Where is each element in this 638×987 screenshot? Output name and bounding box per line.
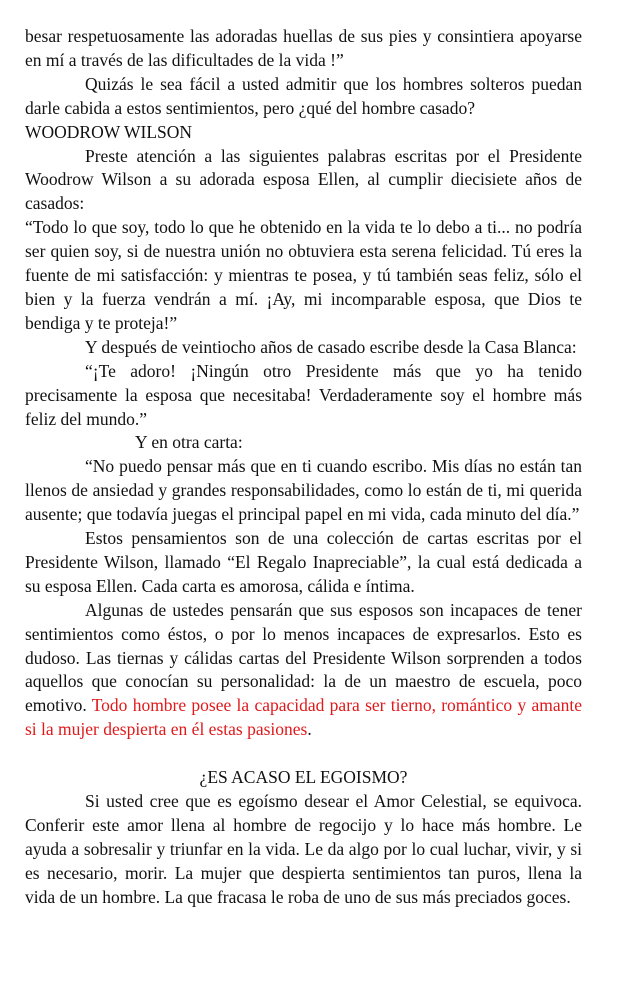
paragraph-sentiments-text: Algunas de ustedes pensarán que sus esposos son incapaces de tener sentimientos como éstos, o por lo menos incapaces de expresarlos. Esto es dudoso. Las tiernas y cálidas cartas del Presidente Wilson sorprenden a todos aquellos que conocían su personalidad: la de un maestro de escuela, poco emotivo. [25,599,582,716]
section-heading-egoismo: ¿ES ACASO EL EGOISMO? [199,767,408,788]
paragraph-white-house: Y después de veintiocho años de casado escribe desde la Casa Blanca: [85,336,577,357]
paragraph-sentiments-period: . [307,719,312,740]
quote-second-letter: “¡Te adoro! ¡Ningún otro Presidente más que yo ha tenido precisamente la esposa que necesitaba! Verdaderamente soy el hombre más feliz del mundo.” [25,360,582,429]
highlighted-sentence: Todo hombre posee la capacidad para ser tierno, romántico y amante si la mujer despierta en él estas pasiones [25,695,582,740]
document-page [25,25,582,910]
paragraph-continuation: besar respetuosamente las adoradas huellas de sus pies y consintiera apoyarse en mí a través de las dificultades de la vida !” [25,26,582,70]
paragraph-collection: Estos pensamientos son de una colección de cartas escritas por el Presidente Wilson, llamado “El Regalo Inapreciable”, la cual está dedicada a su esposa Ellen. Cada carta es amorosa, cálida e íntima. [25,528,582,596]
section-heading-woodrow-wilson: WOODROW WILSON [25,121,193,142]
paragraph-egoismo: Si usted cree que es egoísmo desear el Amor Celestial, se equivoca. Conferir este amor llena al hombre de regocijo y lo hace más hombre. Le ayuda a sobresalir y triunfar en la vida. Le da algo por lo cual luchar, vivir, y si es necesario, morir. La mujer que despierta sentimientos tan puros, llena la vida de un hombre. La que fracasa le roba de uno de sus más preciados goces. [25,791,582,907]
paragraph-married-men-question: Quizás le sea fácil a usted admitir que los hombres solteros puedan darle cabida a estos sentimientos, pero ¿qué del hombre casado? [25,73,582,118]
paragraph-another-letter: Y en otra carta: [135,432,243,453]
quote-third-letter: “No puedo pensar más que en ti cuando escribo. Mis días no están tan llenos de ansiedad y grandes responsabilidades, como lo están de ti, mi querida ausente; que todavía juegas el principal papel en mi vida, cada minuto del día.” [25,456,582,525]
paragraph-wilson-intro: Preste atención a las siguientes palabras escritas por el Presidente Woodrow Wilson a su adorada esposa Ellen, al cumplir diecisiete años de casados: [25,145,582,214]
quote-first-letter: “Todo lo que soy, todo lo que he obtenido en la vida te lo debo a ti... no podría ser quien soy, si de nuestra unión no obtuviera esta serena felicidad. Tú eres la fuente de mi satisfacción: y mientras te posea, y tú también seas feliz, sólo el bien y la fuerza vendrán a mí. ¡Ay, mi incomparable esposa, que Dios te bendiga y te proteja!” [25,217,582,333]
paragraph-sentiments [25,599,582,742]
